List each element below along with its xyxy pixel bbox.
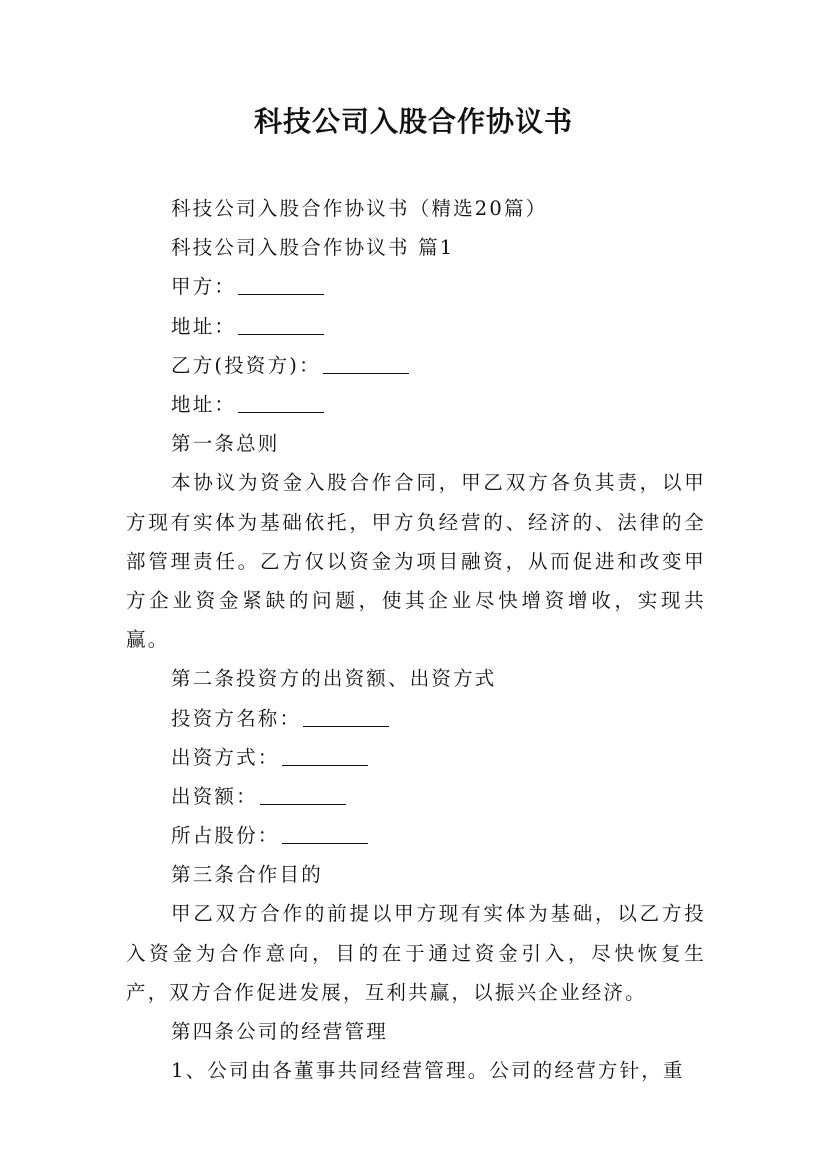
investor-name-field bbox=[126, 699, 706, 738]
party-a-address-label: 地址： bbox=[171, 314, 237, 338]
document-body bbox=[126, 189, 706, 1090]
party-b-address-field bbox=[126, 385, 706, 424]
document-title: 科技公司入股合作协议书 bbox=[253, 105, 573, 138]
investment-amount-blank bbox=[260, 784, 346, 805]
party-b-field bbox=[126, 346, 706, 385]
investment-method-field bbox=[126, 738, 706, 777]
share-field bbox=[126, 816, 706, 855]
article-heading: 科技公司入股合作协议书 篇1 bbox=[171, 236, 455, 260]
investment-amount-field bbox=[126, 777, 706, 816]
investment-amount-label: 出资额： bbox=[171, 784, 258, 808]
subtitle-line: 科技公司入股合作协议书（精选20篇） bbox=[171, 197, 548, 220]
party-a-label: 甲方： bbox=[171, 275, 237, 299]
section-4-heading: 第四条公司的经营管理 bbox=[171, 1020, 389, 1044]
share-blank bbox=[282, 823, 368, 844]
section-1-heading: 第一条总则 bbox=[171, 432, 280, 456]
share-label: 所占股份： bbox=[171, 824, 280, 848]
party-a-address-blank bbox=[238, 314, 324, 335]
party-b-address-blank bbox=[238, 392, 324, 413]
party-b-blank bbox=[323, 353, 409, 374]
party-a-blank bbox=[238, 274, 324, 295]
party-b-address-label: 地址： bbox=[171, 392, 237, 416]
party-a-field bbox=[126, 267, 706, 306]
party-a-address-field bbox=[126, 307, 706, 346]
party-b-label: 乙方(投资方)： bbox=[171, 353, 321, 377]
section-3-paragraph: 甲乙双方合作的前提以甲方现有实体为基础，以乙方投入资金为合作意向，目的在于通过资金引入，尽快恢复生产，双方合作促进发展，互利共赢，以振兴企业经济。 bbox=[126, 902, 706, 1004]
investment-method-label: 出资方式： bbox=[171, 745, 280, 769]
investor-name-blank bbox=[303, 706, 389, 727]
section-1-paragraph: 本协议为资金入股合作合同，甲乙双方各负其责，以甲方现有实体为基础依托，甲方负经营的、经济的、法律的全部管理责任。乙方仅以资金为项目融资，从而促进和改变甲方企业资金紧缺的问题，使其企业尽快增资增收，实现共赢。 bbox=[126, 471, 706, 652]
section-3-heading: 第三条合作目的 bbox=[171, 863, 323, 887]
investment-method-blank bbox=[282, 745, 368, 766]
investor-name-label: 投资方名称： bbox=[171, 706, 302, 730]
section-2-heading: 第二条投资方的出资额、出资方式 bbox=[171, 667, 497, 691]
section-4-paragraph: 1、公司由各董事共同经营管理。公司的经营方针，重 bbox=[171, 1059, 685, 1083]
